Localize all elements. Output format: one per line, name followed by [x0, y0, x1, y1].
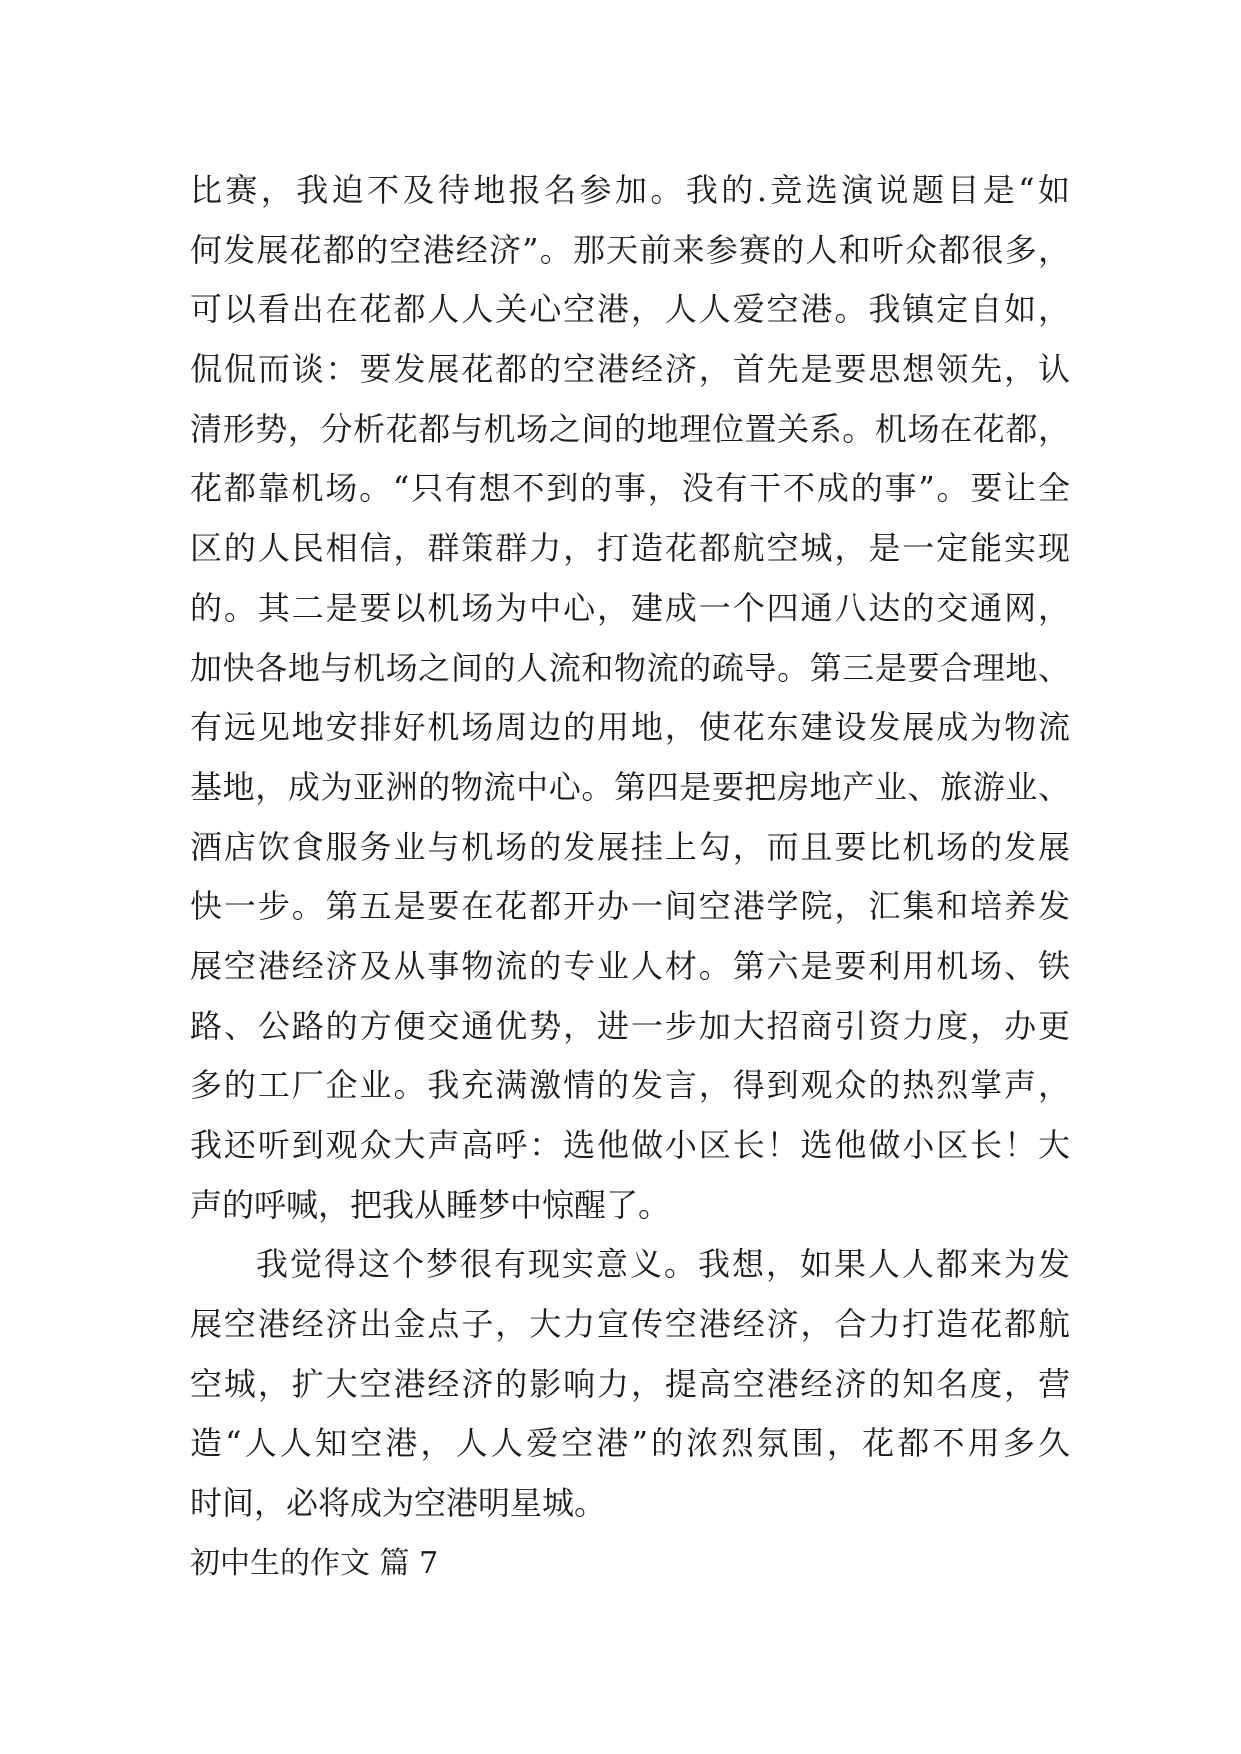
text-line: 有远见地安排好机场周边的用地，使花东建设发展成为物流 — [190, 708, 1070, 747]
text-line: 侃侃而谈：要发展花都的空港经济，首先是要思想领先，认 — [190, 350, 1070, 389]
text-line: 的。其二是要以机场为中心，建成一个四通八达的交通网， — [190, 588, 1070, 627]
text-line: 比赛，我迫不及待地报名参加。我的.竞选演说题目是“如 — [190, 171, 1070, 209]
text-line: 多的工厂企业。我充满激情的发言，得到观众的热烈掌声， — [190, 1066, 1070, 1105]
text-line: 加快各地与机场之间的人流和物流的疏导。第三是要合理地、 — [190, 648, 1070, 687]
text-line: 清形势，分析花都与机场之间的地理位置关系。机场在花都， — [190, 409, 1070, 448]
text-line: 花都靠机场。“只有想不到的事，没有干不成的事”。要让全 — [190, 469, 1070, 508]
text-line: 我觉得这个梦很有现实意义。我想，如果人人都来为发 — [256, 1245, 1070, 1284]
text-line: 酒店饮食服务业与机场的发展挂上勾，而且要比机场的发展 — [190, 827, 1070, 866]
text-line: 展空港经济出金点子，大力宣传空港经济，合力打造花都航 — [190, 1305, 1070, 1344]
paragraph-1 — [190, 161, 1070, 1235]
text-line: 我还听到观众大声高呼：选他做小区长！选他做小区长！大 — [190, 1126, 1070, 1164]
document-body — [190, 161, 1070, 1594]
text-line: 区的人民相信，群策群力，打造花都航空城，是一定能实现 — [190, 529, 1070, 568]
text-line: 展空港经济及从事物流的专业人材。第六是要利用机场、铁 — [190, 946, 1070, 985]
text-line: 空城，扩大空港经济的影响力，提高空港经济的知名度，营 — [190, 1364, 1070, 1403]
section-heading: 初中生的作文 篇 7 — [190, 1545, 439, 1581]
paragraph-2 — [190, 1235, 1070, 1533]
text-line: 声的呼喊，把我从睡梦中惊醒了。 — [190, 1185, 671, 1224]
text-line: 基地，成为亚洲的物流中心。第四是要把房地产业、旅游业、 — [190, 767, 1070, 806]
text-line: 路、公路的方便交通优势，进一步加大招商引资力度，办更 — [190, 1006, 1070, 1045]
text-line: 造“人人知空港，人人爱空港”的浓烈氛围，花都不用多久 — [190, 1424, 1070, 1463]
text-line: 何发展花都的空港经济”。那天前来参赛的人和听众都很多， — [190, 230, 1070, 269]
text-line: 可以看出在花都人人关心空港，人人爱空港。我镇定自如， — [190, 290, 1070, 329]
text-line: 快一步。第五是要在花都开办一间空港学院，汇集和培养发 — [190, 887, 1070, 926]
text-line: 时间，必将成为空港明星城。 — [190, 1484, 607, 1523]
